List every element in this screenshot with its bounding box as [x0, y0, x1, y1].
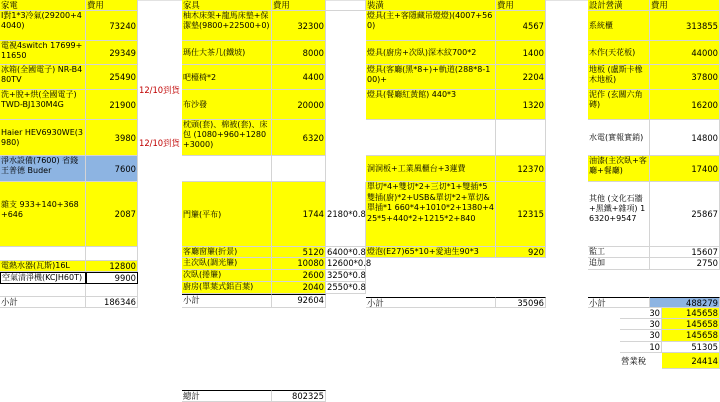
appliance-row-2-cost[interactable]: 29349 [86, 41, 138, 65]
appliance-row-1-name[interactable]: I對1*3冷氣(29200+44040) [0, 11, 86, 41]
appliance-row-6-name[interactable]: 淨水設備(7600) 省錢王普德 Buder [0, 156, 86, 182]
appliance-row-7-cost[interactable]: 2087 [86, 182, 138, 247]
decor-row-4-name[interactable]: 燈具(餐廳紅黃館) 440*3 [366, 90, 496, 120]
appliance-row-6-cost[interactable]: 7600 [86, 156, 138, 182]
furniture-row-6-name[interactable]: 門簾(平布) [182, 182, 272, 247]
decor-row-1-cost[interactable]: 4567 [496, 11, 546, 41]
furniture-subtotal-label: 小計 [182, 294, 272, 308]
appliance-row-9-cost[interactable]: 9900 [86, 272, 138, 284]
furniture-row-3-cost[interactable]: 4400 [272, 65, 326, 90]
furniture-row-9-extra[interactable]: 3250*0.8 [327, 270, 366, 280]
design-row-8-name[interactable]: 監工 [588, 247, 650, 258]
furniture-row-10-cost[interactable]: 2040 [272, 282, 326, 294]
appliance-cost-header: 費用 [86, 0, 138, 11]
furniture-row-1-cost[interactable]: 32300 [272, 11, 326, 41]
design-header: 設計營潢 [588, 0, 650, 11]
decor-row-5-name[interactable]: 洞洞板+工業風櫃台+3蓮費 [366, 156, 496, 182]
furniture-row-5-cost[interactable]: 6320 [272, 120, 326, 156]
decor-subtotal-label: 小計 [366, 297, 496, 308]
design-cost-header: 費用 [650, 0, 720, 11]
furniture-row-1-name[interactable]: 柚木床架+龍馬床墊+保潔墊(9800+22500+0) [182, 11, 272, 41]
furniture-row-8-extra[interactable]: 12600*0.8 [327, 258, 372, 268]
furniture-subtotal[interactable]: 92604 [272, 294, 326, 308]
appliance-row-3-cost[interactable]: 25490 [86, 65, 138, 90]
decor-row-3-name[interactable]: 燈具(客廳(黑*8+)+軌道(288*8-100)+ [366, 65, 496, 90]
installment-4-pct[interactable]: 10 [620, 342, 662, 353]
furniture-row-6-cost[interactable]: 1744 [272, 182, 326, 247]
design-row-1-cost[interactable]: 313855 [650, 11, 720, 41]
furniture-header: 家具 [182, 0, 272, 11]
decor-row-3-cost[interactable]: 2204 [496, 65, 546, 90]
furniture-row-2-cost[interactable]: 8000 [272, 41, 326, 65]
design-row-7-name[interactable]: 其他 (文化石牆+黑鐵+雜項) 16320+9547 [588, 182, 650, 247]
furniture-row-8-name[interactable]: 主次臥(調光簾) [182, 258, 272, 270]
appliance-row-7-name[interactable]: 雜支 933+140+368+646 [0, 182, 86, 247]
appliance-blank [0, 284, 86, 297]
decor-blank-1-cost [496, 120, 546, 156]
decor-row-7-name[interactable]: 燈泡(E27)65*10+愛迪生90*3 [366, 247, 496, 258]
appliance-row-1-cost[interactable]: 73240 [86, 11, 138, 41]
design-row-2-cost[interactable]: 44000 [650, 41, 720, 65]
furniture-extra-header [326, 0, 366, 11]
appliance-row-4-name[interactable]: 洗+脫+烘(全國電子) TWD-BJ130M4G [0, 90, 86, 120]
furniture-blank-1 [182, 156, 272, 182]
furniture-row-7-name[interactable]: 客廳窗簾(折景) [182, 247, 272, 258]
design-subtotal[interactable]: 488279 [650, 297, 720, 308]
appliance-note-2: 12/10到貨 [139, 138, 180, 148]
tax-label: 營業稅 [621, 356, 647, 366]
decor-row-6-cost[interactable]: 12315 [496, 182, 546, 247]
furniture-row-8-cost[interactable]: 10080 [272, 258, 326, 270]
design-row-3-name[interactable]: 地板 (盧斯卡橡木地板) [588, 65, 650, 90]
appliance-row-5-name[interactable]: Haier HEV6930WE(3980) [0, 120, 86, 156]
furniture-row-4-cost[interactable]: 20000 [272, 90, 326, 120]
design-row-5-cost[interactable]: 14800 [650, 120, 720, 156]
installment-3-pct[interactable]: 30 [620, 330, 662, 342]
installment-2-amount[interactable]: 145658 [662, 319, 720, 330]
furniture-row-4-name[interactable]: 布沙發 [182, 90, 272, 120]
appliance-blank-cost [86, 284, 138, 297]
appliance-spacer-cost [86, 247, 138, 261]
furniture-row-10-name[interactable]: 廚房(單葉式鋁百葉) [182, 282, 272, 294]
appliance-subtotal[interactable]: 186346 [86, 297, 138, 308]
design-row-7-cost[interactable]: 25867 [650, 182, 720, 247]
furniture-row-7-cost[interactable]: 5120 [272, 247, 326, 258]
decor-row-7-cost[interactable]: 920 [496, 247, 546, 258]
design-subtotal-label: 小計 [588, 297, 650, 308]
decor-row-2-cost[interactable]: 1400 [496, 41, 546, 65]
installment-1-amount[interactable]: 145658 [662, 308, 720, 319]
appliance-row-5-cost[interactable]: 3980 [86, 120, 138, 156]
design-row-2-name[interactable]: 木作(天花板) [588, 41, 650, 65]
decor-row-6-name[interactable]: 單切*4+雙切*2+三切*1+雙插*5 雙插(廚)*2+USB&單切*2+單切&單插*1 660*4+1010*2+1380+425*5+440*2+1215*2+840 [366, 182, 496, 247]
appliance-row-2-name[interactable]: 電視4switch 17699+11650 [0, 41, 86, 65]
appliance-row-9-name[interactable]: 空氣清淨機(KCJH60T) [0, 272, 86, 284]
appliance-header: 家電 [0, 0, 86, 11]
furniture-row-7-extra[interactable]: 6400*0.8 [327, 247, 366, 257]
design-row-3-cost[interactable]: 37800 [650, 65, 720, 90]
furniture-row-6-extra[interactable]: 2180*0.8 [326, 182, 366, 247]
furniture-total[interactable]: 802325 [272, 390, 326, 402]
decor-subtotal[interactable]: 35096 [496, 297, 546, 308]
design-row-9-cost[interactable]: 2750 [650, 258, 720, 270]
design-row-8-cost[interactable]: 15607 [650, 247, 720, 258]
furniture-cost-header: 費用 [272, 0, 326, 11]
appliance-spacer [0, 247, 86, 261]
furniture-row-10-extra[interactable]: 2550*0.8 [327, 282, 366, 292]
tax-amount[interactable]: 24414 [662, 353, 720, 369]
decor-row-2-name[interactable]: 燈具(廚房+次臥)深木紋700*2 [366, 41, 496, 65]
appliance-row-8-cost[interactable]: 12800 [86, 261, 138, 272]
design-row-6-name[interactable]: 油漆(主次臥+客廳+餐廳) [588, 156, 650, 182]
decor-cost-header: 費用 [496, 0, 546, 11]
decor-row-1-name[interactable]: 燈具(主+客隱藏吊燈燈)(4007+560) [366, 11, 496, 41]
appliance-note-1: 12/10到貨 [139, 85, 180, 95]
decor-blank-1 [366, 120, 496, 156]
installment-3-amount[interactable]: 145658 [662, 330, 720, 342]
furniture-row-5-name[interactable]: 枕頭(套)、棉被(套)、床包 (1080+960+1280+3000) [182, 120, 272, 156]
appliance-row-4-cost[interactable]: 21900 [86, 90, 138, 120]
furniture-row-3-name[interactable]: 吧檯椅*2 [182, 65, 272, 90]
design-row-1-name[interactable]: 系統櫃 [588, 11, 650, 41]
design-row-4-name[interactable]: 泥作 (玄關六角磚) [588, 90, 650, 120]
furniture-row-9-name[interactable]: 次臥(捲簾) [182, 270, 272, 282]
installment-1-pct[interactable]: 30 [620, 308, 662, 319]
installment-4-amount[interactable]: 51305 [662, 342, 720, 353]
furniture-row-2-name[interactable]: 瑪仕大茶几(鐵坡) [182, 41, 272, 65]
furniture-row-9-cost[interactable]: 2600 [272, 270, 326, 282]
appliance-row-3-name[interactable]: 冰箱(全國電子) NR-B480TV [0, 65, 86, 90]
design-row-4-cost[interactable]: 16200 [650, 90, 720, 120]
decor-header: 裝潢 [366, 0, 496, 11]
decor-row-4-cost[interactable]: 1320 [496, 90, 546, 120]
appliance-subtotal-label: 小計 [0, 297, 86, 308]
furniture-total-label: 總計 [182, 390, 272, 402]
design-row-6-cost[interactable]: 17400 [650, 156, 720, 182]
design-row-9-name[interactable]: 追加 [588, 258, 650, 270]
design-row-5-name[interactable]: 水電(實報實銷) [588, 120, 650, 156]
appliance-row-8-name[interactable]: 電熱水器(瓦斯)16L [0, 261, 86, 272]
installment-2-pct[interactable]: 30 [620, 319, 662, 330]
furniture-blank-1-cost [272, 156, 326, 182]
decor-row-5-cost[interactable]: 12370 [496, 156, 546, 182]
